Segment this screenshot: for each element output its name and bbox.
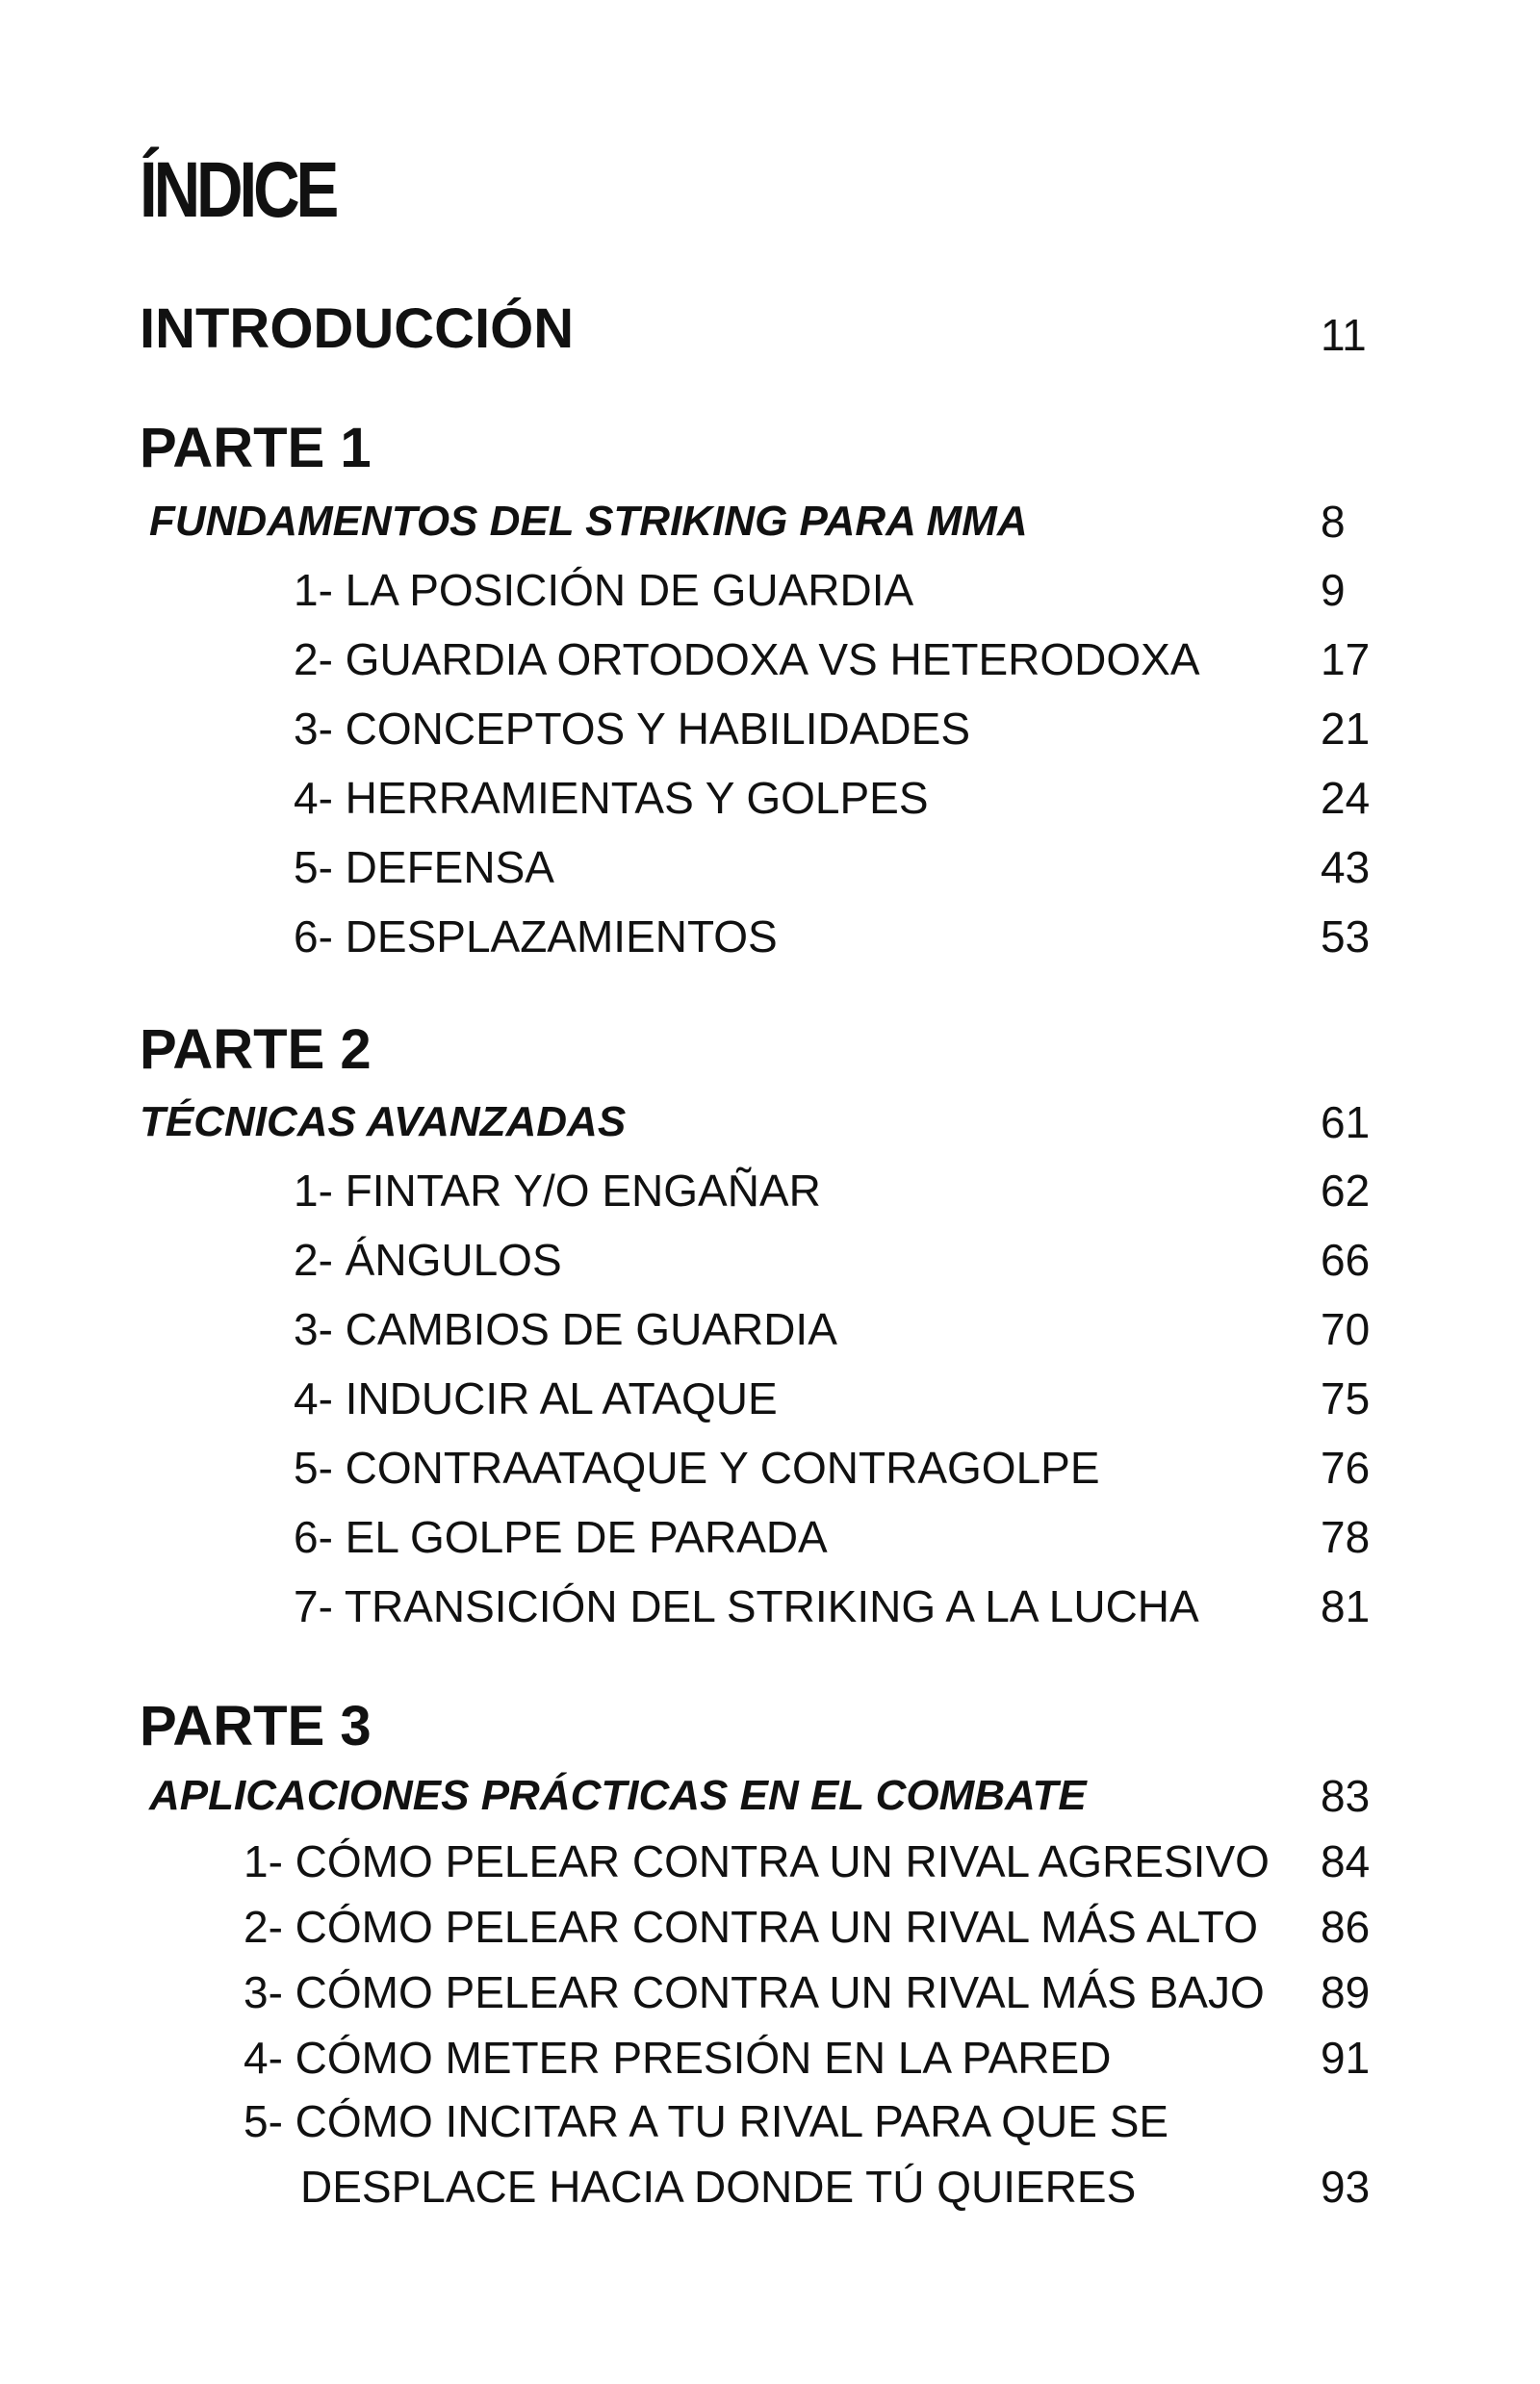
toc-entry[interactable] <box>0 1892 1540 1961</box>
entry-label: 1- LA POSICIÓN DE GUARDIA <box>294 565 914 615</box>
entry-label: 2- CÓMO PELEAR CONTRA UN RIVAL MÁS ALTO <box>244 1902 1258 1952</box>
entry-page: 89 <box>1321 1967 1371 2017</box>
entry-page: 83 <box>1321 1771 1371 1821</box>
toc-entry[interactable] <box>0 1364 1540 1433</box>
toc-entry[interactable] <box>0 1156 1540 1225</box>
entry-label: 4- INDUCIR AL ATAQUE <box>294 1373 778 1423</box>
entry-label: 4- CÓMO METER PRESIÓN EN LA PARED <box>244 2033 1112 2083</box>
entry-page: 17 <box>1321 634 1371 684</box>
entry-label: 6- DESPLAZAMIENTOS <box>294 911 778 961</box>
entry-label: 5- DEFENSA <box>294 842 554 892</box>
entry-page: 62 <box>1321 1166 1371 1216</box>
toc-entry[interactable] <box>0 1502 1540 1572</box>
entry-label: 2- GUARDIA ORTODOXA VS HETERODOXA <box>294 634 1200 684</box>
entry-page: 24 <box>1321 773 1371 823</box>
entry-label: 7- TRANSICIÓN DEL STRIKING A LA LUCHA <box>294 1581 1199 1631</box>
toc-entry[interactable] <box>0 1433 1540 1502</box>
entry-page: 84 <box>1321 1836 1371 1886</box>
entry-page: 43 <box>1321 842 1371 892</box>
entry-label: 3- CAMBIOS DE GUARDIA <box>294 1304 837 1354</box>
toc-entry[interactable] <box>0 2089 1540 2223</box>
entry-label-continued: DESPLACE HACIA DONDE TÚ QUIERES <box>300 2162 1137 2212</box>
entry-page: 78 <box>1321 1512 1371 1562</box>
part-heading: PARTE 1 <box>140 417 372 479</box>
entry-page: 75 <box>1321 1373 1371 1423</box>
entry-page: 81 <box>1321 1581 1371 1631</box>
entry-label: 5- CONTRAATAQUE Y CONTRAGOLPE <box>294 1443 1100 1493</box>
entry-label: 2- ÁNGULOS <box>294 1235 562 1285</box>
entry-page: 11 <box>1321 310 1367 360</box>
entry-label: 3- CÓMO PELEAR CONTRA UN RIVAL MÁS BAJO <box>244 1967 1265 2017</box>
entry-label: TÉCNICAS AVANZADAS <box>140 1098 627 1145</box>
entry-label: 6- EL GOLPE DE PARADA <box>294 1512 828 1562</box>
entry-page: 53 <box>1321 911 1371 961</box>
entry-label: 1- FINTAR Y/O ENGAÑAR <box>294 1166 821 1216</box>
entry-label: APLICACIONES PRÁCTICAS EN EL COMBATE <box>149 1772 1087 1819</box>
entry-page: 91 <box>1321 2033 1371 2083</box>
toc-entry[interactable] <box>0 555 1540 625</box>
toc-entry[interactable] <box>0 625 1540 694</box>
entry-page: 61 <box>1321 1097 1371 1147</box>
entry-page: 70 <box>1321 1304 1371 1354</box>
entry-page: 76 <box>1321 1443 1371 1493</box>
toc-entry-part2-subtitle[interactable] <box>0 1088 1540 1157</box>
toc-entry[interactable] <box>0 833 1540 902</box>
entry-page: 21 <box>1321 704 1371 754</box>
entry-label: INTRODUCCIÓN <box>140 297 575 360</box>
toc-entry[interactable] <box>0 902 1540 971</box>
page-title: ÍNDICE <box>140 146 336 234</box>
entry-label: 3- CONCEPTOS Y HABILIDADES <box>294 704 971 754</box>
part-heading: PARTE 3 <box>140 1695 372 1757</box>
entry-page: 9 <box>1321 565 1346 615</box>
toc-entry[interactable] <box>0 1958 1540 2027</box>
toc-entry-introduction[interactable] <box>0 295 1540 364</box>
entry-page: 86 <box>1321 1902 1371 1952</box>
toc-entry[interactable] <box>0 1827 1540 1896</box>
toc-entry-part1-subtitle[interactable] <box>0 487 1540 556</box>
entry-page: 93 <box>1321 2162 1371 2212</box>
entry-label: 5- CÓMO INCITAR A TU RIVAL PARA QUE SE <box>244 2096 1169 2146</box>
toc-entry[interactable] <box>0 1225 1540 1295</box>
entry-label: 1- CÓMO PELEAR CONTRA UN RIVAL AGRESIVO <box>244 1836 1270 1886</box>
entry-label: FUNDAMENTOS DEL STRIKING PARA MMA <box>149 498 1028 545</box>
toc-entry[interactable] <box>0 694 1540 763</box>
toc-entry-part3-subtitle[interactable] <box>0 1761 1540 1831</box>
toc-entry[interactable] <box>0 2023 1540 2092</box>
entry-page: 8 <box>1321 497 1346 547</box>
entry-page: 66 <box>1321 1235 1371 1285</box>
part-heading: PARTE 2 <box>140 1018 372 1081</box>
toc-entry[interactable] <box>0 1295 1540 1364</box>
entry-label: 4- HERRAMIENTAS Y GOLPES <box>294 773 929 823</box>
toc-entry[interactable] <box>0 763 1540 833</box>
toc-entry[interactable] <box>0 1572 1540 1641</box>
